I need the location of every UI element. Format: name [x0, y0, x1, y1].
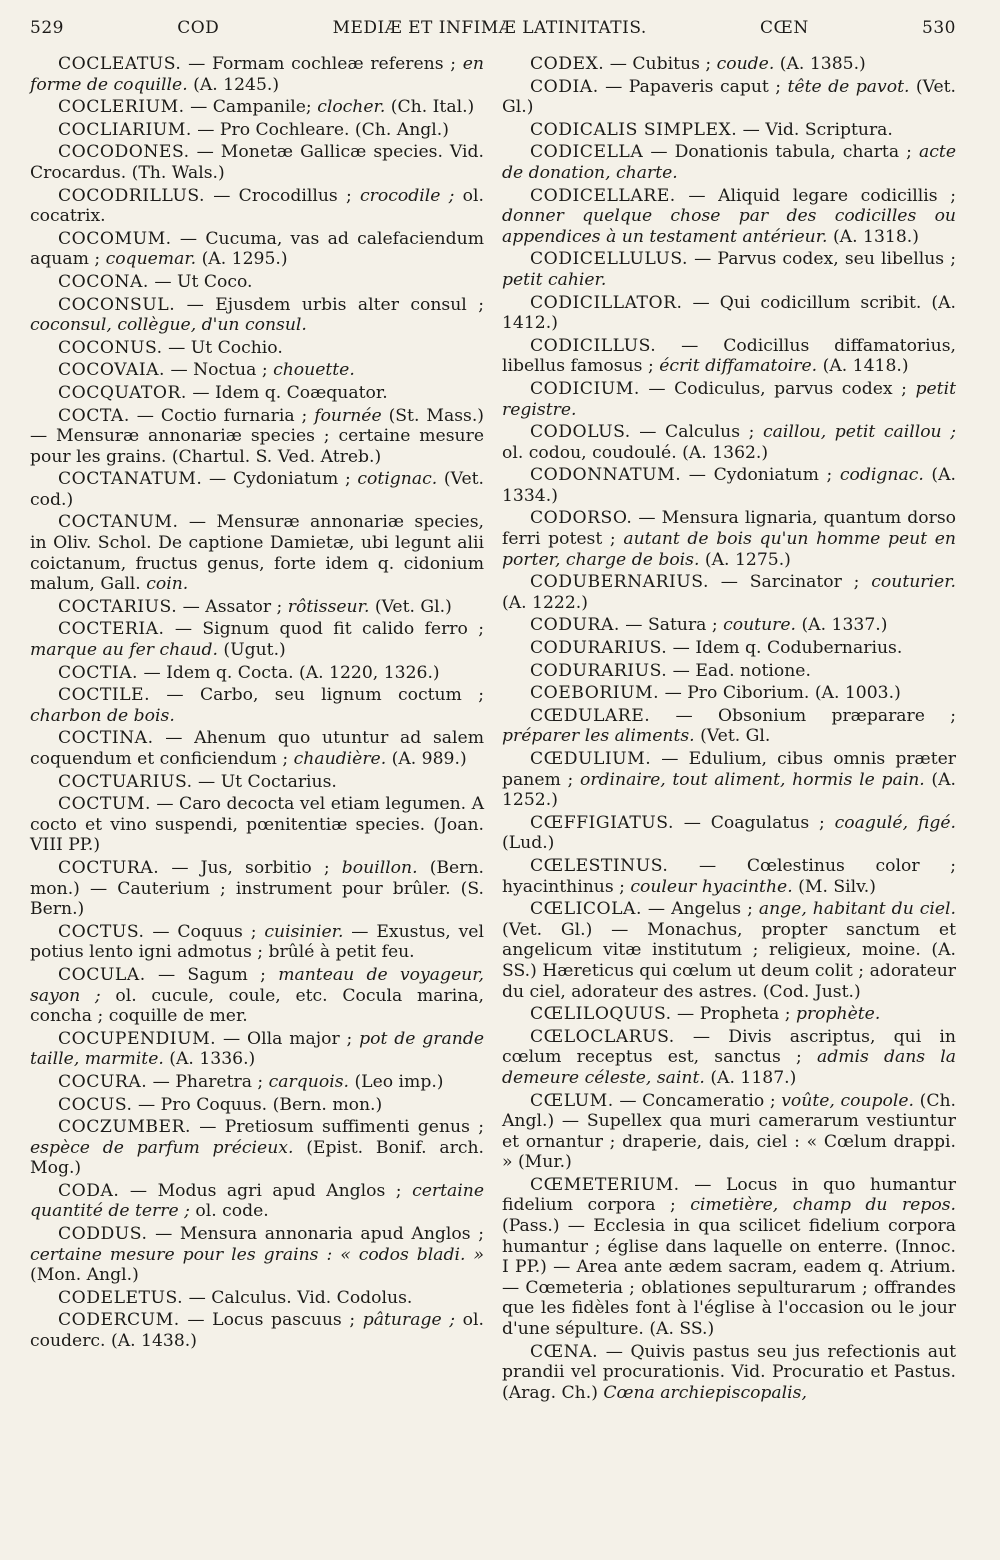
entry-headword: COCTANATUM. — [58, 469, 203, 490]
entry-definition: — Cubitus ; — [604, 54, 712, 74]
entry-headword: COCODONES. — [58, 142, 190, 163]
entry-reference: (A. 989.) — [386, 749, 467, 769]
entry-definition: — Calculus ; — [630, 422, 755, 443]
entry-definition: — Pro Ciborium. (A. 1003.) — [659, 683, 901, 704]
entry-translation: en forme de coquille. — [30, 54, 484, 95]
dictionary-entry — [30, 469, 484, 510]
dictionary-entry — [30, 338, 484, 359]
entry-headword: CODICELLULUS. — [530, 249, 688, 270]
entry-headword: CODA. — [58, 1180, 120, 1201]
entry-translation: acte de donation, charte. — [502, 142, 957, 183]
entry-headword: COCULA. — [58, 964, 146, 985]
entry-headword: CODOLUS. — [530, 422, 631, 443]
dictionary-entry — [502, 293, 956, 334]
dictionary-entry — [30, 663, 484, 684]
entry-translation: donner quelque chose par des codicilles ou appendices à un testament antérieur. — [502, 206, 956, 247]
entry-definition: — Divis ascriptus, qui in cœlum receptus est, sanctus ; — [502, 1026, 956, 1068]
dictionary-entry — [30, 728, 484, 769]
entry-definition: — Ejusdem urbis alter consul ; — [175, 294, 484, 315]
entry-translation: couleur hyacinthe. — [624, 876, 793, 897]
entry-headword: COCTUARIUS. — [58, 771, 193, 792]
entry-headword: COCONSUL. — [58, 294, 176, 315]
entry-headword: COCURA. — [58, 1071, 148, 1092]
entry-definition: — Aliquid legare codicillis ; — [675, 185, 956, 206]
dictionary-entry — [30, 772, 484, 793]
entry-definition: — Pro Cochleare. (Ch. Angl.) — [191, 119, 449, 140]
dictionary-entry — [502, 1004, 956, 1025]
entry-definition: — Assator ; — [177, 596, 283, 617]
entry-headword: COCONUS. — [58, 337, 163, 358]
entry-definition: — Satura ; — [619, 615, 718, 636]
entry-reference: (A. 1385.) — [774, 54, 866, 74]
entry-definition: — Ut Coctarius. — [192, 771, 337, 792]
entry-translation: caillou, petit caillou ; — [754, 422, 956, 443]
entry-translation: carquois. — [263, 1071, 349, 1092]
dictionary-entry — [502, 638, 956, 659]
entry-definition: — Mensura lignaria, quantum dorso ferri potest ; — [502, 508, 956, 550]
entry-translation: cimetière, champ du repos. — [675, 1195, 956, 1216]
dictionary-entry — [30, 406, 484, 468]
entry-translation: couturier. — [859, 572, 956, 593]
dictionary-entry — [30, 272, 484, 293]
entry-headword: COCUS. — [58, 1094, 133, 1115]
entry-headword: CŒLESTINUS. — [530, 855, 669, 876]
entry-definition: — Campanile; — [184, 97, 312, 118]
dictionary-entry — [502, 706, 956, 747]
entry-headword: COCZUMBER. — [58, 1117, 191, 1138]
entry-definition: — Carbo, seu lignum coctum ; — [150, 685, 484, 706]
entry-translation: marque au fer chaud. — [30, 640, 218, 661]
dictionary-entry — [30, 1072, 484, 1093]
entry-reference: ol. code. — [189, 1201, 269, 1222]
entry-reference: (Bern. mon.) — Cauterium ; instrument pour brûler. (S. Bern.) — [30, 857, 484, 920]
dictionary-entry — [30, 1095, 484, 1116]
dictionary-entry — [502, 661, 956, 682]
entry-translation: manteau de voyageur, sayon ; — [30, 964, 484, 1006]
entry-reference: (St. Mass.) — Mensuræ annonariæ species ; certaine mesure pour les grains. (Chartul. S. Ved. Atreb.) — [30, 405, 485, 467]
entry-headword: CODORSO. — [530, 508, 633, 529]
entry-translation: fournée — [307, 405, 382, 426]
entry-reference: (A. 1418.) — [817, 356, 909, 377]
entry-definition: — Concameratio ; — [613, 1090, 776, 1111]
dictionary-entry — [502, 813, 956, 854]
entry-translation: chouette. — [267, 360, 355, 381]
entry-reference: ol. codou, coudoulé. (A. 1362.) — [502, 442, 769, 463]
entry-headword: CODURARIUS. — [530, 638, 668, 659]
entry-translation: clocher. — [311, 97, 386, 118]
entry-definition: — Obsonium præparare ; — [650, 705, 956, 726]
dictionary-entry — [30, 794, 484, 856]
entry-headword: CŒFFIGIATUS. — [530, 812, 674, 833]
dictionary-entry — [30, 295, 484, 336]
entry-definition: — Pro Coquus. (Bern. mon.) — [132, 1094, 383, 1115]
entry-translation: cuisinier. — [256, 921, 344, 942]
entry-headword: CODICILLATOR. — [530, 292, 683, 313]
entry-definition: — Coagulatus ; — [673, 812, 825, 833]
entry-reference: (M. Silv.) — [792, 876, 876, 897]
entry-reference: (A. 1337.) — [796, 615, 888, 636]
entry-definition: — Locus pascuus ; — [179, 1310, 356, 1331]
dictionary-entry — [502, 1342, 956, 1404]
entry-definition: — Idem q. Cocta. — [138, 662, 294, 683]
entry-translation: rôtisseur. — [282, 596, 370, 617]
entry-headword: CODELETUS. — [58, 1287, 184, 1308]
text-columns — [30, 54, 956, 1405]
entry-definition: — Papaveris caput ; — [598, 76, 782, 97]
dictionary-entry — [502, 856, 956, 897]
entry-definition: — Coctio furnaria ; — [129, 405, 308, 426]
dictionary-entry — [30, 1288, 484, 1309]
entry-reference: (Mon. Angl.) — [30, 1265, 139, 1286]
dictionary-entry — [30, 685, 484, 726]
entry-headword: CODURARIUS. — [530, 660, 668, 681]
dictionary-entry — [30, 186, 484, 227]
entry-headword: COCLEATUS. — [58, 54, 182, 74]
entry-translation: ordinaire, tout aliment, hormis le pain. — [573, 769, 925, 790]
entry-headword: CODURA. — [530, 615, 620, 636]
entry-translation: chaudière. — [288, 749, 387, 769]
dictionary-entry — [502, 186, 956, 248]
dictionary-entry — [502, 77, 956, 118]
entry-headword: CŒNA. — [530, 1341, 599, 1362]
entry-definition: — Quivis pastus seu jus refectionis aut prandii vel procurationis. Vid. Procuratio et Pastus. (Arag. Ch.) — [502, 1341, 956, 1403]
entry-translation: cotignac. — [350, 469, 438, 490]
entry-definition: — Sagum ; — [145, 964, 266, 985]
dictionary-entry — [30, 512, 484, 594]
entry-reference: (A. 1187.) — [704, 1067, 797, 1088]
entry-definition: — Sarcinator ; — [708, 572, 860, 593]
entry-definition: — Caro decocta vel etiam legumen. A cocto et vino suspendi, pœnitentiæ species. (Joan. VIII PP.) — [30, 794, 484, 856]
entry-headword: COCTILE. — [58, 685, 151, 706]
entry-translation: codignac. — [832, 465, 924, 486]
dictionary-entry — [30, 383, 484, 404]
entry-headword: CŒLICOLA. — [530, 899, 642, 920]
entry-headword: COCOVAIA. — [58, 360, 166, 381]
entry-definition: — Mensuræ annonariæ species, in Oliv. Schol. De captione Damietæ, ubi legunt alii coictanum, fructus genus, forte idem q. cidonium malum, Gall. — [30, 512, 484, 595]
entry-reference: (Pass.) — Ecclesia in qua scilicet fidelium corpora humantur ; église dans laquelle on enterre. (Innoc. I PP.) — Area ante ædem sacram, eadem q. Atrium. — Cœmeteria ; oblationes sepulturarum ; offrandes que les fidèles font à l'église à l'occasion ou le jour d'une sépulture. (A. SS.) — [502, 1216, 956, 1340]
entry-definition: — Noctua ; — [165, 360, 268, 381]
entry-definition: — Signum quod fit calido ferro ; — [164, 619, 484, 640]
entry-translation: espèce de parfum précieux. — [30, 1137, 294, 1158]
entry-translation: pâturage ; — [355, 1310, 456, 1331]
entry-headword: CODONNATUM. — [530, 465, 682, 486]
entry-translation: coagulé, figé. — [824, 812, 956, 833]
entry-headword: COCQUATOR. — [58, 382, 187, 403]
dictionary-entry — [502, 120, 956, 141]
dictionary-entry — [30, 360, 484, 381]
entry-translation: certaine quantité de terre ; — [30, 1180, 485, 1222]
guide-word-right: CŒN — [760, 18, 809, 38]
entry-translation: écrit diffamatoire. — [653, 356, 818, 377]
entry-reference: (Vet. Gl.) — Monachus, propter sanctum et angelicum vitæ institutum ; religieux, moine. (A. SS.) Hæreticus qui cœlum ut deum colit ; adorateur du ciel, adorateur des astres. (Cod. Just.) — [502, 919, 956, 1002]
dictionary-entry — [30, 597, 484, 618]
entry-reference: ol. cucule, coule, etc. Cocula marina, concha ; coquille de mer. — [30, 985, 484, 1027]
running-title: MEDIÆ ET INFIMÆ LATINITATIS. — [332, 18, 647, 38]
entry-translation: couture. — [717, 615, 797, 636]
entry-headword: CŒDULIUM. — [530, 749, 652, 769]
entry-translation: tête de pavot. — [781, 76, 910, 97]
entry-reference: (Vet. Gl.) — [502, 76, 956, 118]
entry-definition: — Modus agri apud Anglos ; — [119, 1180, 402, 1201]
dictionary-entry — [502, 465, 956, 506]
entry-definition: — Ahenum quo utuntur ad salem coquendum et conficiendum ; — [30, 728, 484, 769]
entry-reference: (A. 1334.) — [502, 465, 956, 506]
entry-headword: CŒLUM. — [530, 1090, 614, 1111]
entry-headword: COCTINA. — [58, 728, 154, 749]
entry-definition: — Olla major ; — [216, 1028, 353, 1049]
entry-headword: COCTERIA. — [58, 619, 165, 640]
dictionary-entry — [502, 379, 956, 420]
entry-reference: (Ugut.) — [217, 640, 286, 661]
entry-headword: COCTARIUS. — [58, 596, 178, 617]
entry-headword: CŒMETERIUM. — [530, 1174, 680, 1195]
entry-definition: — Coquus ; — [144, 921, 257, 942]
entry-definition: — Idem q. Codubernarius. — [667, 638, 903, 659]
entry-reference: (A. 1295.) — [196, 249, 288, 270]
entry-reference: (A. 1220, 1326.) — [293, 662, 440, 683]
dictionary-entry — [502, 899, 956, 1002]
dictionary-entry — [30, 142, 484, 183]
dictionary-entry — [30, 1117, 484, 1179]
dictionary-entry — [502, 249, 956, 290]
entry-reference: (A. 1336.) — [163, 1049, 256, 1070]
entry-definition: — Ead. notione. — [667, 660, 811, 681]
dictionary-entry — [30, 965, 484, 1027]
entry-reference: (A. 1318.) — [827, 226, 919, 247]
dictionary-entry — [30, 1181, 484, 1222]
entry-headword: COCTIA. — [58, 662, 139, 683]
entry-definition: — Cucuma, vas ad calefaciendum aquam ; — [30, 228, 484, 270]
entry-reference: (A. 1222.) — [502, 592, 588, 613]
dictionary-entry — [30, 1224, 484, 1286]
entry-translation: coconsul, collègue, d'un consul. — [30, 315, 307, 336]
dictionary-entry — [30, 120, 484, 141]
entry-headword: CODERCUM. — [58, 1310, 180, 1331]
entry-definition: — Cœlestinus color ; hyacinthinus ; — [502, 855, 956, 897]
entry-definition: — Cydoniatum ; — [681, 465, 833, 486]
entry-definition: — Vid. Scriptura. — [737, 119, 893, 140]
entry-headword: COCUPENDIUM. — [58, 1028, 217, 1049]
entry-reference: (Vet. Gl. — [694, 726, 771, 747]
entry-definition: — Calculus. Vid. Codolus. — [183, 1287, 413, 1308]
dictionary-entry — [502, 422, 956, 463]
entry-headword: CODICELLA — [530, 142, 644, 163]
entry-headword: CODICILLUS. — [530, 335, 657, 356]
entry-reference: (Vet. Gl.) — [369, 596, 452, 617]
entry-definition: — Codicillus diffamatorius, libellus famosus ; — [502, 335, 956, 377]
entry-definition: — Edulium, cibus omnis præter panem ; — [502, 749, 956, 790]
dictionary-entry — [502, 54, 956, 75]
entry-translation: coude. — [711, 54, 775, 74]
dictionary-entry — [30, 1310, 484, 1351]
entry-definition: — Codiculus, parvus codex ; — [639, 378, 907, 399]
entry-headword: CODICALIS SIMPLEX. — [530, 119, 738, 140]
entry-reference: (Ch. Angl.) — Supellex qua muri camerarum vestiuntur et ornantur ; draperie, dais, ciel : « Cœlum drappi. » (Mur.) — [502, 1090, 957, 1173]
guide-word-left: COD — [177, 18, 220, 38]
entry-translation: certaine mesure pour les grains : « codos bladi. » — [30, 1244, 484, 1265]
entry-translation: ange, habitant du ciel. — [752, 899, 956, 920]
entry-headword: CŒLOCLARUS. — [530, 1026, 675, 1047]
entry-translation: crocodile ; — [351, 185, 455, 206]
entry-definition: — Pretiosum suffimenti genus ; — [191, 1117, 484, 1138]
entry-headword: COCLERIUM. — [58, 97, 185, 118]
entry-reference: (Ch. Ital.) — [385, 97, 475, 118]
entry-definition: — Qui codicillum scribit. — [682, 292, 922, 313]
entry-reference: (Epist. Bonif. arch. Mog.) — [30, 1137, 484, 1179]
entry-reference: (A. 1275.) — [699, 549, 791, 570]
dictionary-entry — [30, 858, 484, 920]
entry-headword: COEBORIUM. — [530, 683, 660, 704]
dictionary-entry — [502, 508, 956, 570]
entry-definition: — Monetæ Gallicæ species. Vid. Crocardus. (Th. Wals.) — [30, 142, 484, 183]
entry-translation: coin. — [140, 574, 189, 595]
entry-headword: CODDUS. — [58, 1224, 148, 1245]
entry-headword: CODEX. — [530, 54, 605, 74]
entry-headword: COCLIARIUM. — [58, 119, 192, 140]
right-column — [502, 54, 956, 1405]
dictionary-entry — [30, 619, 484, 660]
entry-headword: CODICELLARE. — [530, 185, 676, 206]
dictionary-entry — [30, 1029, 484, 1070]
entry-reference: — Exustus, vel potius lento igni admotus ; brûlé à petit feu. — [30, 921, 484, 963]
dictionary-entry — [30, 229, 484, 270]
entry-definition: — Ut Coco. — [148, 271, 253, 292]
dictionary-entry — [502, 572, 956, 613]
dictionary-entry — [30, 54, 484, 95]
entry-headword: COCONA. — [58, 271, 149, 292]
entry-headword: CODIA. — [530, 76, 599, 97]
entry-headword: COCTA. — [58, 405, 130, 426]
entry-definition: — Locus in quo humantur fidelium corpora ; — [502, 1174, 956, 1216]
entry-definition: — Cydoniatum ; — [202, 469, 351, 490]
entry-translation: Cœna archiepiscopalis, — [597, 1382, 807, 1403]
dictionary-entry — [502, 749, 956, 811]
entry-definition: — Idem q. Coæquator. — [186, 382, 388, 403]
entry-reference: (Lud.) — [502, 833, 555, 854]
entry-headword: COCOMUM. — [58, 228, 172, 249]
page-number-right: 530 — [922, 18, 956, 38]
entry-definition: — Crocodillus ; — [205, 185, 352, 206]
entry-headword: COCTANUM. — [58, 512, 179, 533]
entry-headword: CODUBERNARIUS. — [530, 572, 709, 593]
entry-translation: bouillon. — [329, 857, 418, 878]
dictionary-entry — [502, 615, 956, 636]
entry-definition: — Pharetra ; — [147, 1071, 264, 1092]
dictionary-entry — [30, 97, 484, 118]
entry-translation: petit cahier. — [502, 269, 607, 290]
dictionary-entry — [502, 1091, 956, 1173]
dictionary-entry — [502, 336, 956, 377]
entry-reference: (A. 1412.) — [502, 292, 957, 334]
entry-definition: — Propheta ; — [671, 1004, 791, 1025]
dictionary-entry — [502, 1027, 956, 1089]
entry-definition: — Parvus codex, seu libellus ; — [687, 249, 956, 270]
entry-reference: ol. couderc. (A. 1438.) — [30, 1310, 484, 1352]
entry-reference: ol. cocatrix. — [30, 185, 484, 227]
entry-definition: — Angelus ; — [641, 899, 753, 920]
left-column — [30, 54, 484, 1405]
page-number-left: 529 — [30, 18, 64, 38]
entry-definition: — Donationis tabula, charta ; — [643, 142, 912, 163]
dictionary-entry — [502, 683, 956, 704]
running-header — [30, 18, 956, 48]
entry-headword: CŒDULARE. — [530, 705, 651, 726]
entry-translation: admis dans la demeure céleste, saint. — [502, 1047, 956, 1088]
dictionary-entry — [30, 922, 484, 963]
entry-translation: charbon de bois. — [30, 705, 175, 726]
entry-headword: CŒLILOQUUS. — [530, 1004, 672, 1025]
entry-headword: COCODRILLUS. — [58, 185, 205, 206]
entry-reference: (A. 1245.) — [187, 74, 280, 95]
entry-translation: autant de bois qu'un homme peut en porter, charge de bois. — [502, 529, 956, 570]
entry-definition: — Mensura annonaria apud Anglos ; — [147, 1224, 484, 1245]
dictionary-entry — [502, 142, 956, 183]
entry-definition: — Jus, sorbitio ; — [159, 857, 330, 878]
entry-reference: (Vet. cod.) — [30, 469, 484, 510]
entry-translation: petit registre. — [502, 378, 956, 420]
entry-translation: prophète. — [790, 1004, 881, 1025]
entry-definition: — Formam cochleæ referens ; — [181, 54, 457, 74]
entry-definition: — Ut Cochio. — [162, 337, 283, 358]
entry-headword: COCTURA. — [58, 857, 160, 878]
entry-translation: préparer les aliments. — [502, 726, 695, 747]
entry-headword: CODICIUM. — [530, 378, 640, 399]
dictionary-entry — [502, 1175, 956, 1340]
entry-headword: COCTUM. — [58, 794, 151, 815]
entry-reference: (Leo imp.) — [348, 1071, 444, 1092]
entry-translation: voûte, coupole. — [775, 1090, 915, 1111]
entry-translation: coquemar. — [100, 249, 197, 270]
entry-headword: COCTUS. — [58, 921, 145, 942]
entry-reference: (A. 1252.) — [502, 769, 957, 811]
entry-translation: pot de grande taille, marmite. — [30, 1028, 485, 1070]
